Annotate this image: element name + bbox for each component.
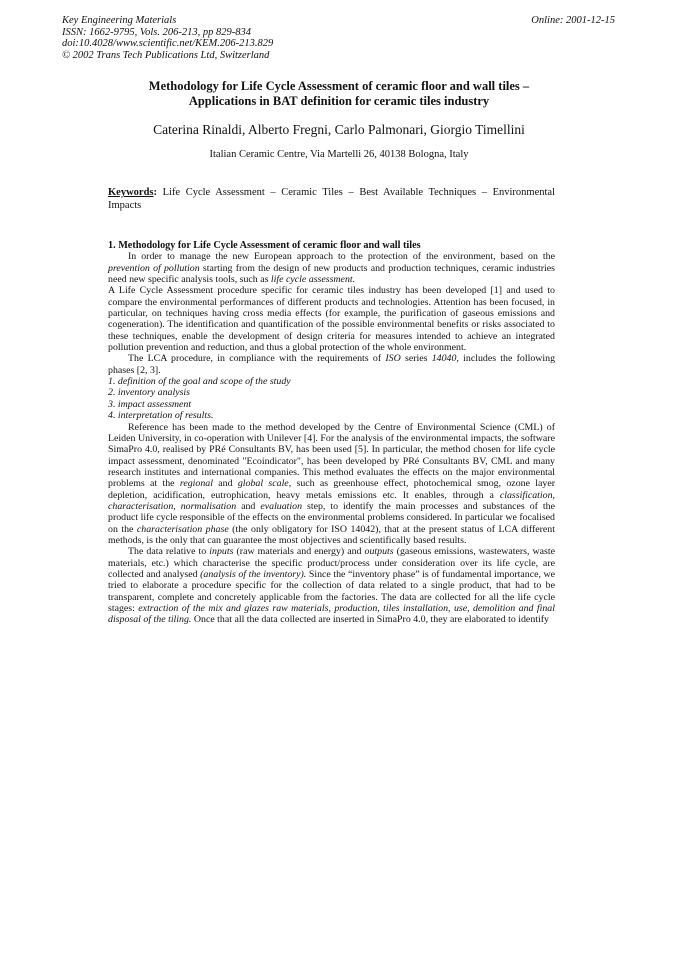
- keywords: Keywords: Life Cycle Assessment – Ceramic Tiles – Best Available Techniques – Environmental Impacts: [108, 187, 555, 211]
- keywords-text: Life Cycle Assessment – Ceramic Tiles – Best Available Techniques – Environmental Impacts: [108, 187, 555, 211]
- paragraph-5: The data relative to inputs (raw materials and energy) and outputs (gaseous emissions, wastewaters, waste materials, etc.) which characterise the specific product/process under consideration over its life cycle, are collected and analysed (analysis of the inventory). Since the “inventory phase” is of fundamental importance, we tried to elaborate a procedure specific for the collection of data related to a single product, that had to be transparent, complete and concretely applicable from the factories. The data are collected for all the life cycle stages: extraction of the mix and glazes raw materials, production, tiles installation, use, demolition and final disposal of the tiling. Once that all the data collected are inserted in SimaPro 4.0, they are elaborated to identify: [108, 546, 556, 626]
- paper-title: [90, 79, 588, 109]
- section-1: [108, 240, 555, 626]
- keywords-label: Keywords: [108, 187, 154, 198]
- affiliation: Italian Ceramic Centre, Via Martelli 26, 40138 Bologna, Italy: [209, 149, 469, 160]
- paragraph-3: The LCA procedure, in compliance with the requirements of ISO series 14040, includes the following phases [2, 3].: [108, 353, 556, 376]
- copyright-line: © 2002 Trans Tech Publications Ltd, Switzerland: [62, 49, 270, 61]
- doi-line: doi:10.4028/www.scientific.net/KEM.206-213.829: [62, 38, 274, 49]
- paragraph-4: Reference has been made to the method developed by the Centre of Environmental Science (CML) of Leiden University, in co-operation with Unilever [4]. For the analysis of the environmental impacts, the software SimaPro 4.0, realised by PRé Consultants BV, has been used [5]. In particular, the method chosen for life cycle impact assessment, denominated "Ecoindicator", has been developed by PRé Consultants BV, CML and many research institutes and international companies. This method evaluates the effects on the major environmental problems at the regional and global scale, such as greenhouse effect, photochemical smog, ozone layer depletion, acidification, eutrophication, heavy metals emissions etc. It enables, through a classification, characterisation, normalisation and evaluation step, to identify the main processes and substances of the product life cycle responsible of the effects on the environmental problems considered. In particular we focalised on the characterisation phase (the only obligatory for ISO 14042), that at the present status of LCA different methods, is the only that can guarantee the most objectives and scientifically based results.: [108, 421, 555, 546]
- phase-item: 2. inventory analysis: [108, 387, 191, 399]
- journal-name: Key Engineering Materials: [62, 15, 177, 26]
- journal-header: [62, 15, 273, 61]
- phase-item: 1. definition of the goal and scope of the study: [108, 376, 291, 388]
- paragraph-2: A Life Cycle Assessment procedure specific for ceramic tiles industry has been developed [1] and used to compare the environmental performances of different products and technologies. Attention has been focused, in particular, on techniques having cross media effects (for example, the purification of gaseous emissions and cogeneration). The identification and quantification of the possible environmental benefits or risks associated to these techniques, enable the development of design criteria for measures intended to achieve an integrated pollution prevention and reduction, and thus a global protection of the whole environment.: [108, 285, 555, 354]
- issn-line: ISSN: 1662-9795, Vols. 206-213, pp 829-834: [62, 26, 251, 38]
- authors: Caterina Rinaldi, Alberto Fregni, Carlo Palmonari, Giorgio Timellini: [153, 122, 525, 137]
- title-line-1: Methodology for Life Cycle Assessment of ceramic floor and wall tiles –: [148, 79, 530, 93]
- section-heading: 1. Methodology for Life Cycle Assessment of ceramic floor and wall tiles: [108, 240, 421, 251]
- title-line-2: Applications in BAT definition for ceramic tiles industry: [188, 94, 490, 108]
- online-date: Online: 2001-12-15: [531, 15, 615, 26]
- paragraph-1: In order to manage the new European approach to the protection of the environment, based on the prevention of pollution starting from the design of new products and production techniques, ceramic industries need new specific analysis tools, such as life cycle assessment.: [108, 251, 555, 286]
- phase-item: 3. impact assessment: [108, 398, 192, 410]
- phase-item: 4. interpretation of results.: [108, 410, 214, 422]
